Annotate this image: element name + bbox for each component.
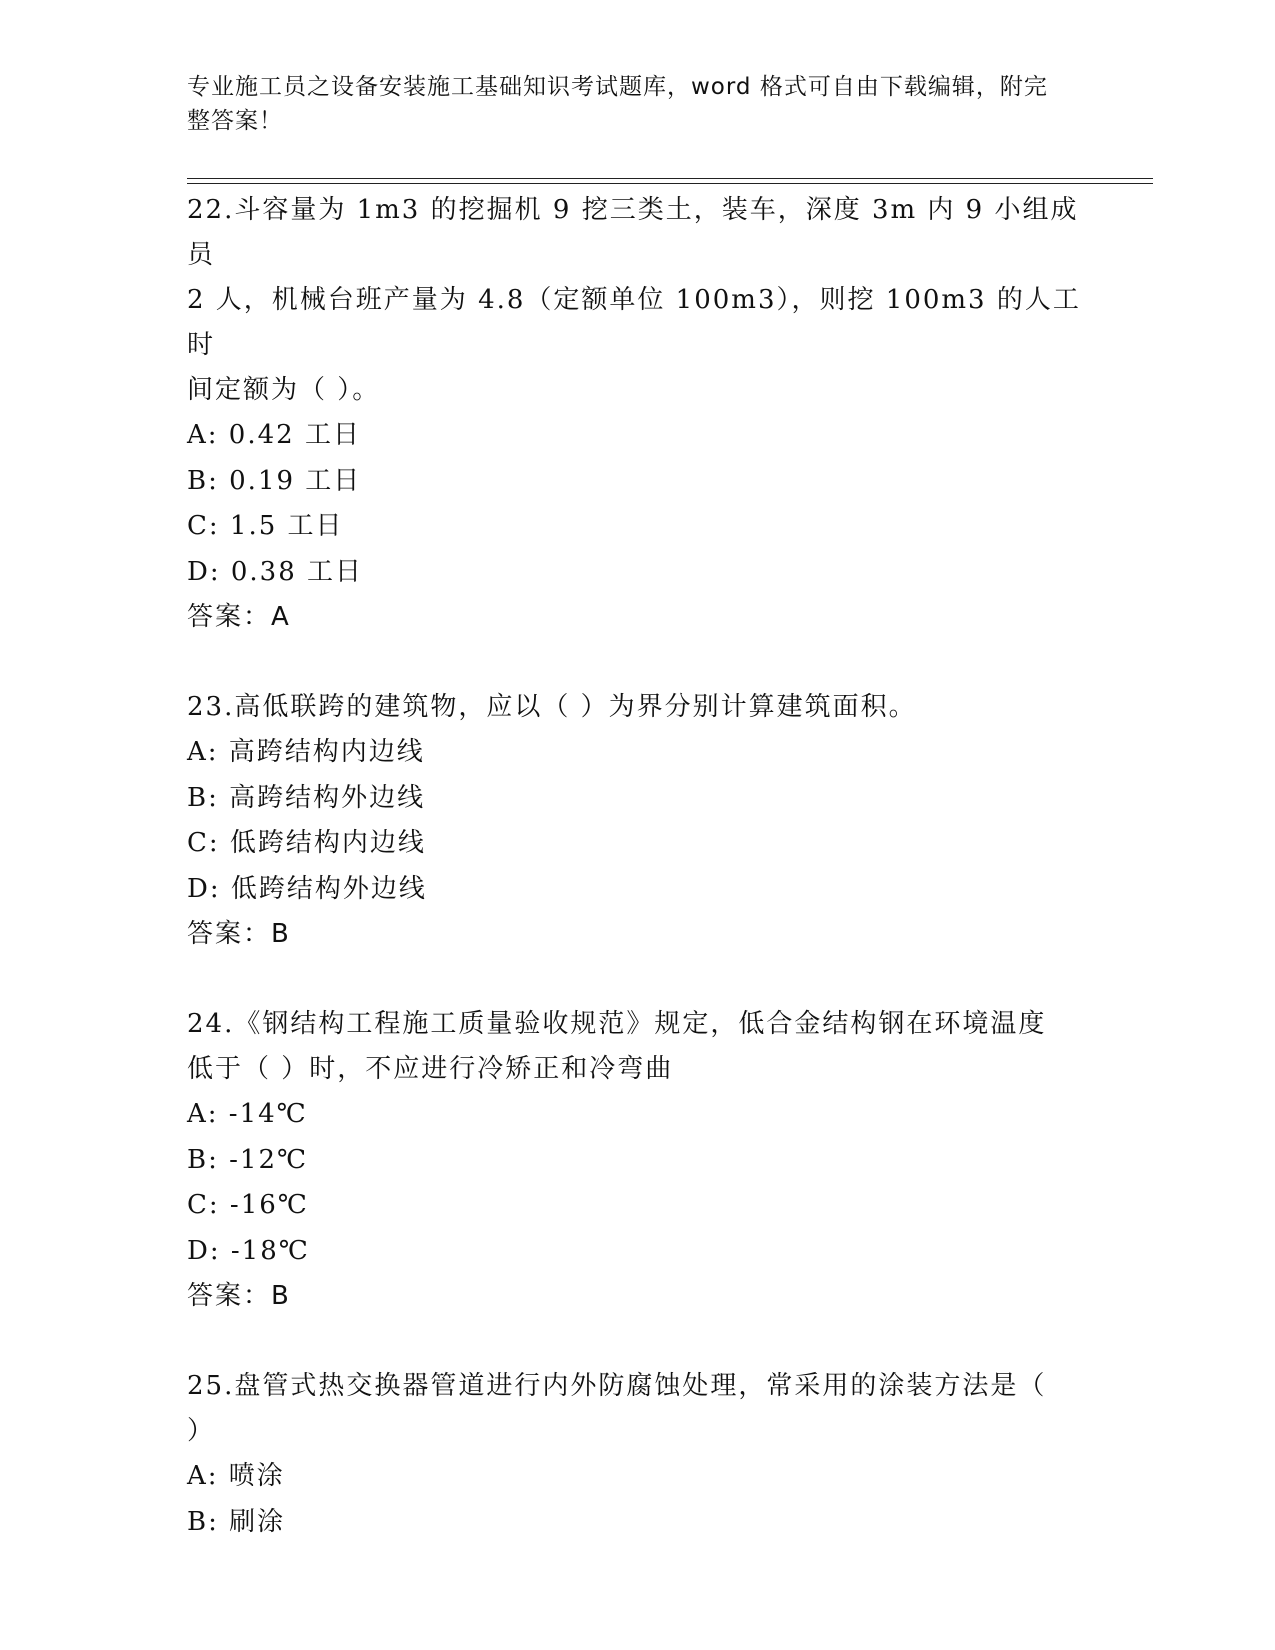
stem-line: 25.盘管式热交换器管道进行内外防腐蚀处理，常采用的涂装方法是（ <box>187 1371 1047 1401</box>
question-stem <box>187 188 1087 413</box>
option-a: A: -14℃ <box>187 1099 308 1129</box>
header-line-1: 专业施工员之设备安装施工基础知识考试题库，word 格式可自由下载编辑，附完 <box>187 74 1048 100</box>
answer-line: 答案：A <box>187 602 291 632</box>
option-b: B: 0.19 工日 <box>187 465 362 496</box>
question-stem <box>187 1002 1087 1092</box>
question-stem <box>187 1364 1087 1454</box>
option-d: D: 低跨结构外边线 <box>187 873 427 904</box>
question-list <box>187 188 1087 1545</box>
option-b: B: 高跨结构外边线 <box>187 782 426 813</box>
question-stem <box>187 685 1087 730</box>
header-divider-bottom <box>187 183 1153 184</box>
document-header <box>187 70 1067 138</box>
stem-line: 24.《钢结构工程施工质量验收规范》规定，低合金结构钢在环境温度 <box>187 1009 1047 1039</box>
option-b: B: 刷涂 <box>187 1506 286 1537</box>
option-c: C: 1.5 工日 <box>187 511 344 541</box>
stem-line: 22.斗容量为 1m3 的挖掘机 9 挖三类土，装车，深度 3m 内 9 小组成员 <box>187 195 1079 270</box>
option-d: D: -18℃ <box>187 1235 310 1266</box>
stem-line: 间定额为（ ）。 <box>187 375 381 405</box>
answer-line: 答案：B <box>187 919 291 949</box>
option-a: A: 0.42 工日 <box>187 420 361 450</box>
spacer <box>187 1319 1087 1364</box>
question-22 <box>187 188 1087 685</box>
question-24 <box>187 1002 1087 1364</box>
option-c: C: -16℃ <box>187 1190 309 1220</box>
option-a: A: 喷涂 <box>187 1461 285 1491</box>
stem-line: 低于（ ）时，不应进行冷矫正和冷弯曲 <box>187 1054 674 1084</box>
question-23 <box>187 685 1087 1002</box>
answer-line: 答案：B <box>187 1281 291 1311</box>
option-d: D: 0.38 工日 <box>187 556 364 587</box>
spacer <box>187 640 1087 685</box>
stem-line: 2 人，机械台班产量为 4.8（定额单位 100m3），则挖 100m3 的人工时 <box>187 285 1081 360</box>
option-a: A: 高跨结构内边线 <box>187 737 425 767</box>
option-c: C: 低跨结构内边线 <box>187 828 426 858</box>
option-b: B: -12℃ <box>187 1144 309 1175</box>
stem-line: 23.高低联跨的建筑物，应以（ ）为界分别计算建筑面积。 <box>187 692 917 722</box>
header-line-2: 整答案！ <box>187 108 283 134</box>
question-25 <box>187 1364 1087 1545</box>
spacer <box>187 957 1087 1002</box>
header-divider-top <box>187 178 1153 179</box>
stem-line: ） <box>187 1416 216 1446</box>
